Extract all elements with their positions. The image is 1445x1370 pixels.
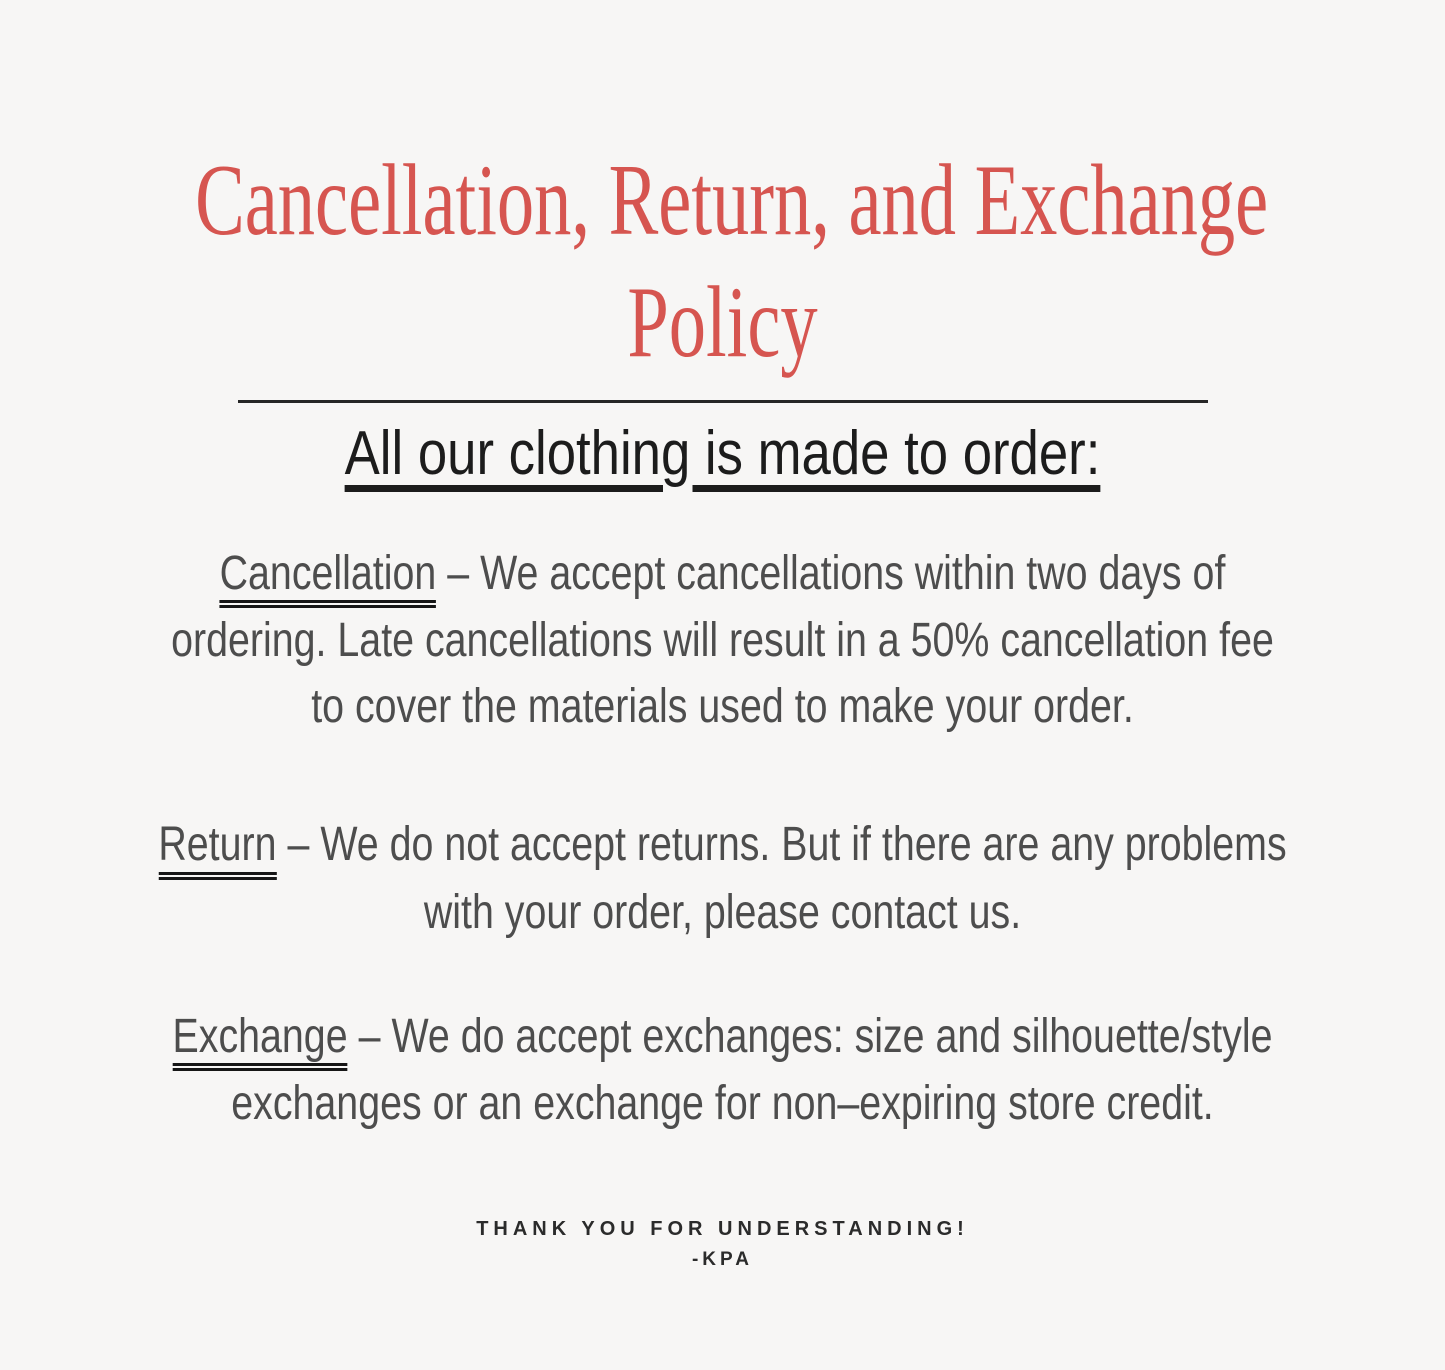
cancellation-policy-line: ordering. Late cancellations will result in a 50% cancellation fee <box>171 614 1274 668</box>
return-policy-paragraph <box>0 812 1445 945</box>
footer-thanks-text: THANK YOU FOR UNDERSTANDING! <box>476 1218 969 1241</box>
page-title-line-1: Cancellation, Return, and Exchange <box>195 144 1269 257</box>
exchange-policy-line <box>130 1004 1315 1071</box>
exchange-lead-word: Exchange <box>173 1012 348 1071</box>
return-policy-text: – We do not accept returns. But if there are any problems <box>287 818 1287 872</box>
cancellation-policy-text: – We accept cancellations within two days of <box>447 547 1226 600</box>
cancellation-policy-line: to cover the materials used to make your order. <box>311 680 1134 734</box>
return-policy-line <box>130 812 1315 879</box>
exchange-policy-line: exchanges or an exchange for non–expiring store credit. <box>231 1077 1214 1131</box>
cancellation-policy-line <box>130 541 1315 608</box>
cancellation-lead-word: Cancellation <box>220 549 437 608</box>
exchange-policy-text: – We do accept exchanges: size and silhouette/style <box>358 1009 1273 1063</box>
exchange-policy-paragraph <box>0 1004 1445 1137</box>
page-title <box>0 140 1445 384</box>
page-title-line-2: Policy <box>627 266 818 379</box>
footer <box>0 1213 1445 1275</box>
made-to-order-heading: All our clothing is made to order: <box>344 419 1101 488</box>
return-lead-word: Return <box>158 820 276 879</box>
return-policy-line: with your order, please contact us. <box>423 885 1022 939</box>
cancellation-policy-paragraph <box>0 541 1445 740</box>
footer-signature: -KPA <box>691 1249 754 1271</box>
title-divider <box>238 400 1208 403</box>
